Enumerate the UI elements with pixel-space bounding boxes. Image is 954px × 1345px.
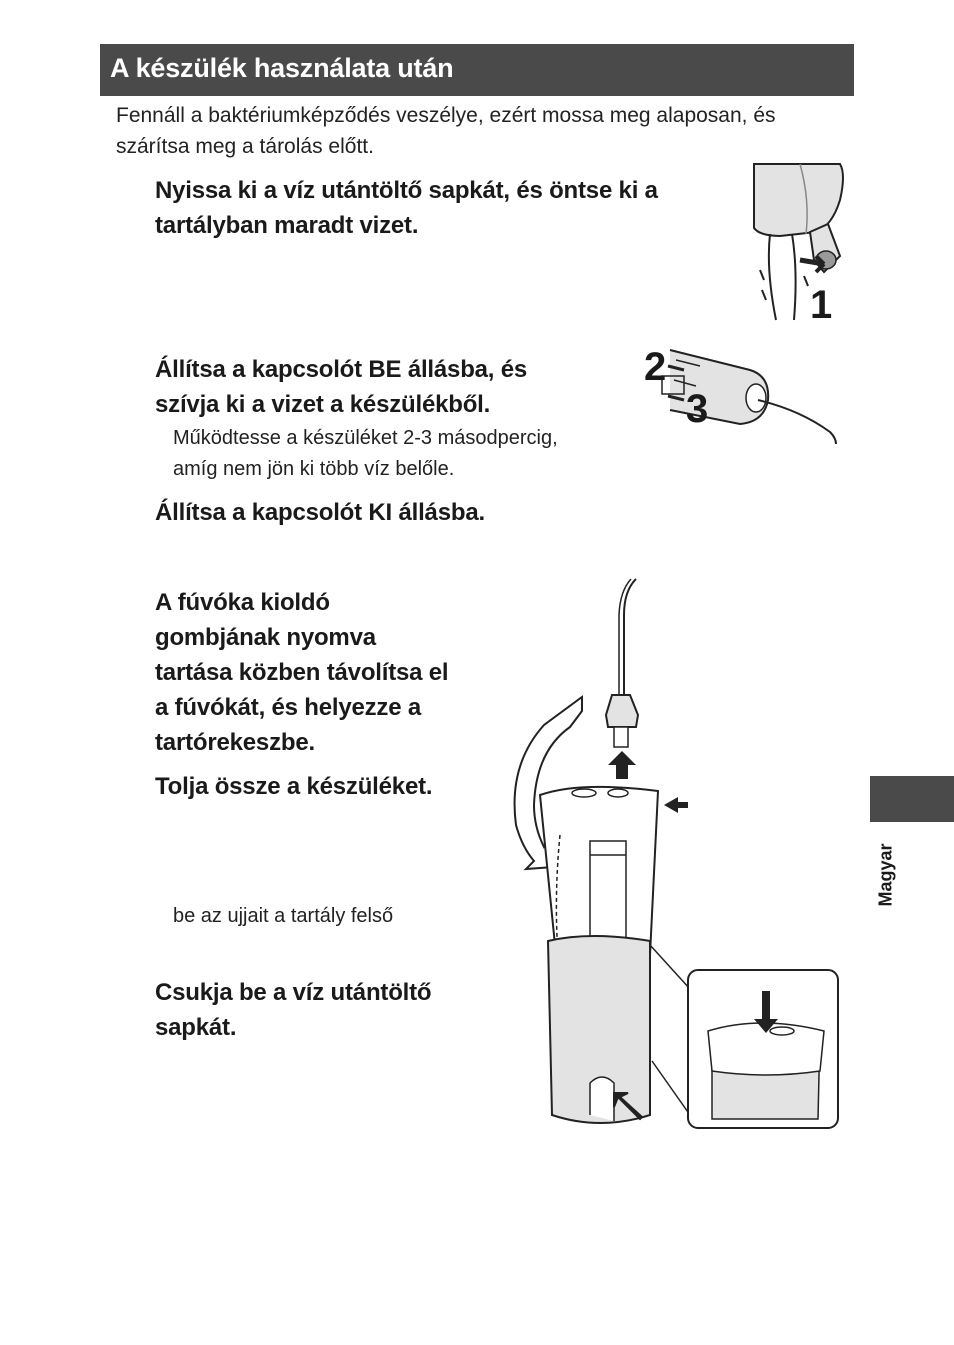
step-5-text: Tolja össze a készüléket. (155, 773, 433, 800)
step-2-note-line-1: Működtesse a készüléket 2-3 másodpercig, (173, 427, 558, 449)
arrow-left-icon (664, 797, 688, 813)
section-header (100, 44, 854, 96)
figure-2-switch-drain (640, 340, 850, 450)
intro-line-1: Fennáll a baktériumképződés veszélye, ezért mossa meg alaposan, és (116, 104, 776, 127)
intro-line-2: szárítsa meg a tárolás előtt. (116, 135, 374, 158)
step-4-text (155, 585, 448, 760)
device-body-illustration (540, 787, 658, 1123)
figure-2-number-b: 3 (686, 387, 709, 431)
figure-3-assembly (490, 575, 850, 1135)
step-6-line-2: sapkát. (155, 1014, 237, 1041)
inset-closeup (688, 970, 838, 1128)
figure-2-number-a: 2 (644, 345, 667, 389)
language-label: Magyar (875, 843, 896, 907)
step-4-line-5: tartórekeszbe. (155, 729, 315, 756)
step-6-line-1: Csukja be a víz utántöltő (155, 979, 432, 1006)
step-4-line-3: tartása közben távolítsa el (155, 659, 449, 686)
step-1-line-1: Nyissa ki a víz utántöltő sapkát, és öntse ki a (155, 177, 658, 204)
step-2-note (173, 423, 558, 485)
step-6-text (155, 975, 431, 1045)
step-2-note-line-2: amíg nem jön ki több víz belőle. (173, 458, 455, 480)
step-4-line-2: gombjának nyomva (155, 624, 376, 651)
arrow-up-icon (608, 751, 636, 779)
step-4-line-1: A fúvóka kioldó (155, 589, 330, 616)
nozzle-illustration (606, 579, 638, 747)
language-label-box (866, 830, 906, 920)
step-1-line-2: tartályban maradt vizet. (155, 212, 419, 239)
step-2-text (155, 352, 527, 422)
step-4-line-4: a fúvókát, és helyezze a (155, 694, 421, 721)
figure-1-number: 1 (810, 283, 833, 327)
step-5-note: be az ujjait a tartály felső (173, 905, 394, 927)
language-tab (870, 776, 954, 822)
intro-paragraph (116, 100, 856, 162)
section-title: A készülék használata után (110, 53, 454, 83)
step-3-text: Állítsa a kapcsolót KI állásba. (155, 499, 485, 526)
step-1-text (155, 173, 658, 243)
figure-1-pour-water (740, 160, 860, 330)
step-2-line-2: szívja ki a vizet a készülékből. (155, 391, 491, 418)
step-2-line-1: Állítsa a kapcsolót BE állásba, és (155, 356, 528, 383)
